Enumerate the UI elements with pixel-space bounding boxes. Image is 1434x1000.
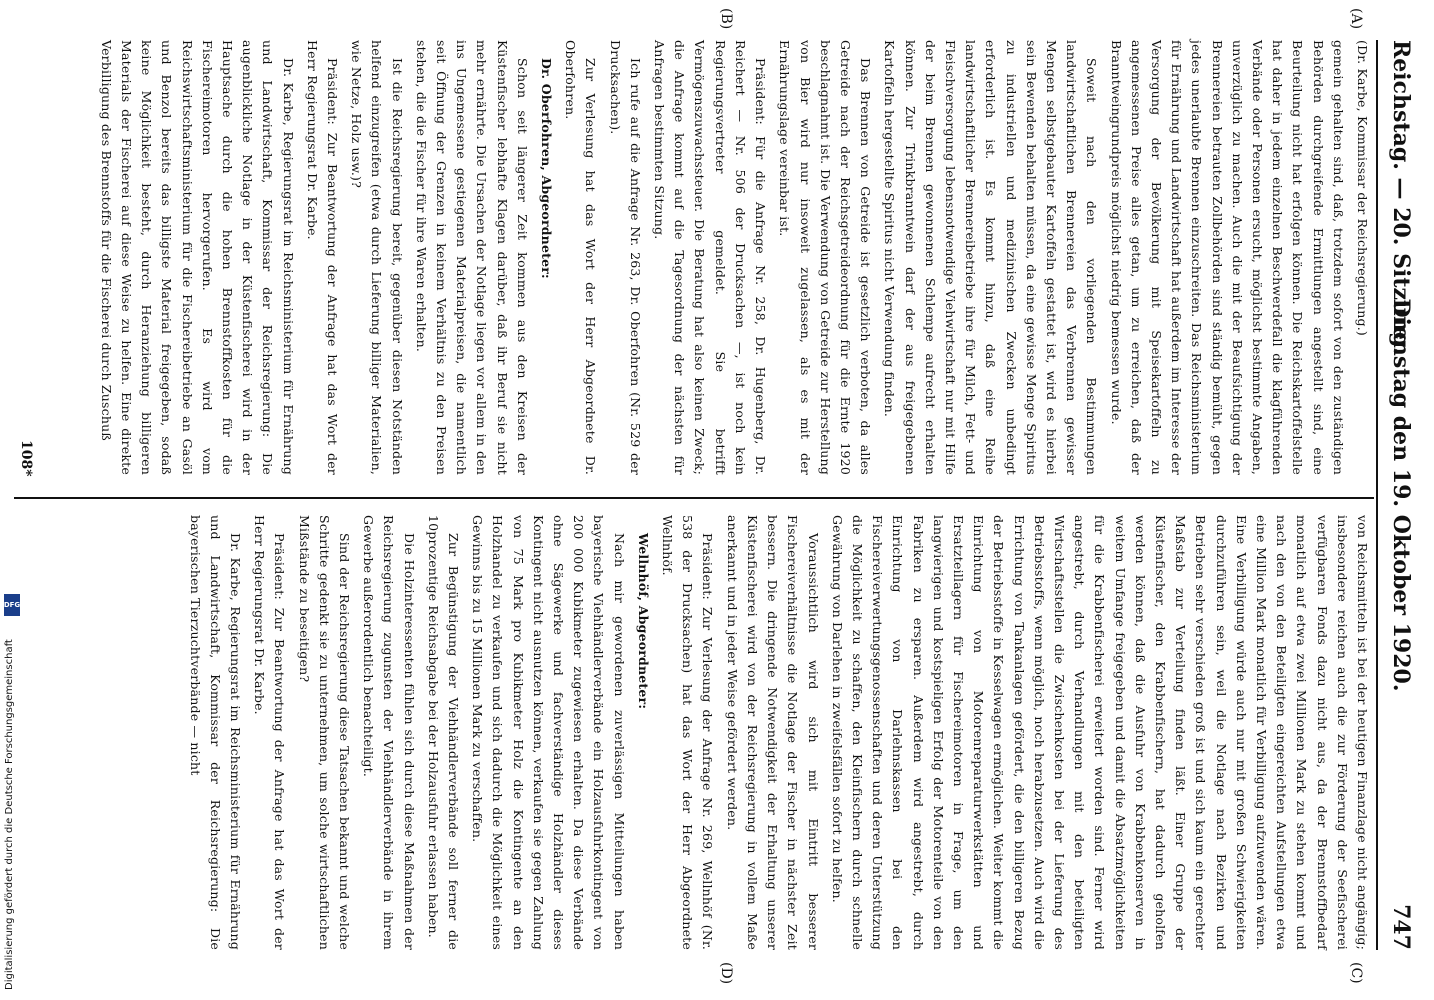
footer-page-number: 108*: [18, 440, 34, 477]
header-center: Dienstag den 19. Oktober 1920.: [1388, 298, 1414, 692]
paragraph: Nach mir gewordenen zuverlässigen Mitteilungen haben bayerische Viehhändlerverbände ein Holzausfuhrkontingent von 200 000 Kubikmeter zugewiesen erhalten. Da diese Verbände ohne Sägewerke und fachverständige Holzhändler dieses Kontingent nicht ausnutzen können, verkaufen sie gegen Zahlung von 75 Mark pro Kubikmeter Holz die Kontingente an den Holzhandel zu verkaufen und sich dadurch die Möglichkeit eines Gewinns bis zu 15 Millionen Mark zu verschaffen.: [470, 515, 627, 950]
paragraph: Ich rufe auf die Anfrage Nr. 263, Dr. Oberfohren (Nr. 529 der Drucksachen).: [607, 40, 643, 475]
funding-note: Digitalisierung gefördert durch die Deutsche Forschungsgemeinschaft: [4, 639, 15, 990]
left-column: [12, 40, 1372, 475]
paragraph: Präsident: Zur Beantwortung der Anfrage hat das Wort der Herr Regierungsrat Dr. Karbe.: [252, 515, 288, 950]
header-left: Reichstag. — 20. Sitzung.: [1388, 40, 1414, 356]
paragraph: Präsident: Zur Beantwortung der Anfrage hat das Wort der Herr Regierungsrat Dr. Karbe.: [304, 40, 341, 475]
paragraph: Ist die Reichsregierung bereit, gegenüber diesen Notständen helfend einzugreifen (etwa durch Lieferung billiger Materialien, wie Netze, Holz usw.)?: [349, 40, 405, 475]
paragraph: Schon seit längerer Zeit kommen aus den Kreisen der Küstenfischer lebhafte Klagen darüber, daß ihr Beruf sie nicht mehr ernährte. Die Ursachen der Notlage liegen vor allem in den ins Ungemessene gestiegenen Materialpreisen, die namentlich seit Öffnung der Grenzen in keinem Verhältnis zu den Preisen stehen, die die Fischer für ihre Waren erhalten.: [413, 40, 530, 475]
margin-a: (A): [1348, 8, 1364, 30]
margin-b: (B): [718, 8, 734, 30]
paragraph: Dr. Karbe, Regierungsrat im Reichsministerium für Ernährung und Landwirtschaft, Kommissar der Reichsregierung: Die bayerischen Tierzuchtverbände — nicht: [187, 515, 244, 950]
paragraph: Voraussichtlich wird sich mit Eintritt besserer Fischereiverhältnisse die Notlage der Fischer in nächster Zeit bessern. Die dringende Notwendigkeit der Erhaltung unserer Küstenfischerei wird von der Reichsregierung in vollem Maße anerkannt und in jeder Weise gefördert werden.: [724, 515, 821, 950]
margin-c: (C): [1348, 962, 1364, 984]
header-rule: [1376, 40, 1378, 950]
margin-d: (D): [718, 962, 734, 985]
paragraph: Dr. Karbe, Regierungsrat im Reichsministerium für Ernährung und Landwirtschaft, Kommissar der Reichsregierung: Die augenblickliche Notlage in der Küstenfischerei wird in der Hauptsache durch die hohen Brennstoffkosten für die Fischereimotoren hervorgerufen. Es wird vom Reichswirtschaftsministerium für die Fischereibetriebe an Gasöl und Benzol bereits das billigste Material freigegeben, sodaß keine Möglichkeit besteht, durch Heranziehung billigeren Materials der Fischerei auf diese Weise zu helfen. Eine direkte Verbilligung des Brennstoffs für die Fischerei durch Zuschuß: [98, 40, 296, 475]
paragraph: Das Brennen von Getreide ist gesetzlich verboten, da alles Getreide nach der Reichsgetreideordnung für die Ernte 1920 beschlagnahmt ist. Die Verwendung von Getreide zur Herstellung von Bier wird nur insoweit zugelassen, als es mit der Ernährungslage vereinbar ist.: [777, 40, 874, 475]
right-column: [12, 515, 1372, 950]
paragraph: (Dr. Karbe, Kommissar der Reichsregierung.): [1355, 40, 1370, 336]
paragraph: Präsident: Zur Verlesung der Anfrage Nr. 269, Wellnhöf (Nr. 538 der Drucksachen) hat das Wort der Herr Abgeordnete Wellnhöf.: [660, 515, 716, 950]
paragraph: Präsident: Für die Anfrage Nr. 258, Dr. Hugenberg, Dr. Reichert — Nr. 506 der Drucksachen —, ist noch kein Regierungsvertreter gemeldet. Sie betrifft Vermögenszuwachssteuer. Die Beratung hat also keinen Zweck; die Anfrage kommt auf die Tagesordnung der nächsten für Anfragen bestimmten Sitzung.: [652, 40, 769, 475]
paragraph: gemein gehalten sind, daß, trotzdem sofort von den zuständigen Behörden durchgreifende Ermittlungen angestellt sind, eine Beurteilung nicht hat erfolgen können. Die Reichskartoffelstelle hat daher in jedem einzelnen Beschwerdefall die klagführenden Verbände oder Personen ersucht, möglichst bestimmte Angaben, unverzüglich zu machen. Auch die mit der Beaufsichtigung der Brennereien betrauten Zollbehörden sind ständig bemüht, gegen jedes unerlaubte Brennen einzuschreiten. Das Reichsministerium für Ernährung und Landwirtschaft hat außerdem im Interesse der Versorgung der Bevölkerung mit Speisekartoffeln zu angemessenen Preise alles getan, um zu erreichen, daß der Branntweingrundpreis möglichst niedrig bemessen wurde.: [1108, 40, 1346, 475]
paragraph: Sind der Reichsregierung diese Tatsachen bekannt und welche Schritte gedenkt sie zu unternehmen, um solche wirtschaftlichen Mißstände zu beseitigen?: [296, 515, 353, 950]
paragraph: Die Holzinteressenten fühlen sich durch diese Maßnahmen der Reichsregierung zugunsten der Viehhändlerverbände in ihrem Gewerbe außerordentlich benachteiligt.: [361, 515, 417, 950]
paragraph: Soweit nach den vorliegenden Bestimmungen landwirtschaftlichen Brennereien das Verbrennen gewisser Mengen selbstgebauter Kartoffeln gestattet ist, wird es hierbei sein Bewenden behalten müssen, da eine gewisse Menge Spiritus zu industriellen und medizinischen Zwecken unbedingt erforderlich ist. Es kommt hinzu, daß eine Reihe landwirtschaftlicher Brennereibetriebe ihre für Milch, Fett- und Fleischversorgung lebensnotwendige Viehwirtschaft nur mit Hilfe der beim Brennen gewonnenen Schlempe aufrecht erhalten können. Zur Trinkbranntwein darf der aus freigegebenen Kartoffeln hergestellte Spiritus nicht Verwendung finden.: [882, 40, 1100, 475]
speaker-line: Dr. Oberfohren, Abgeordneter:: [539, 58, 555, 279]
dfg-logo: DFG: [4, 594, 20, 616]
page-header: [1384, 40, 1414, 950]
speaker-line: Wellnhöf, Abgeordneter:: [635, 533, 651, 710]
column-separator: [14, 497, 1374, 499]
header-page-number: 747: [1388, 904, 1414, 950]
paragraph: von Reichsmitteln ist bei der heutigen Finanzlage nicht angängig; insbesondere reichen auch die zur Förderung der Seefischerei verfügbaren Fonds dazu nicht aus, da der Brennstoffbedarf monatlich auf etwa zwei Millionen Mark zu stehen kommt und nach den von den Beteiligten eingereichten Aufstellungen etwa eine Million Mark monatlich für Verbilligung aufzuwenden wären. Eine Verbilligung würde auch nur mit großen Schwierigkeiten durchzuführen sein, weil die Notlage nach Bezirken und Betrieben sehr verschieden groß ist und sich kaum ein gerechter Maßstab zur Verteilung finden läßt. Einer Gruppe der Küstenfischer, den Krabbenfischern, hat dadurch geholfen werden können, daß die Ausfuhr von Krabbenkonserven in weitem Umfange freigegeben und damit die Absatzmöglichkeiten für die Krabbenfischerei erweitert worden sind. Ferner wird angestrebt, durch Verhandlungen mit den beteiligten Wirtschaftsstellen die Zwischenkosten bei der Lieferung des Betriebsstoffs, wenn möglich, noch herabzusetzen. Auch wird die Errichtung von Tankanlagen gefördert, die den billigeren Bezug der Betriebsstoffe in Kesselwagen ermöglichen. Weiter kommt die Einrichtung von Motorenreparaturwerkstätten und Ersatzteillagern für Fischereimotoren in Frage, um den langwierigen und kostspieligen Erfolg der Motorenteile von den Fabriken zu ersparen. Außerdem wird angestrebt, durch Einrichtung von Darlehnskassen bei den Fischereiverwertungsgenossenschaften und deren Unterstützung die Möglichkeit zu schaffen, den Kleinfischern durch schnelle Gewährung von Darlehen in zweifelsfällen sofort zu helfen.: [829, 515, 1370, 950]
paragraph: Zur Begünstigung der Viehhändlerverbände soll ferner die 10prozentige Reichsabgabe bei der Holzausfuhr erlassen haben.: [425, 515, 462, 950]
paragraph: Zur Verlesung hat das Wort der Herr Abgeordnete Dr. Oberfohren.: [563, 40, 599, 475]
